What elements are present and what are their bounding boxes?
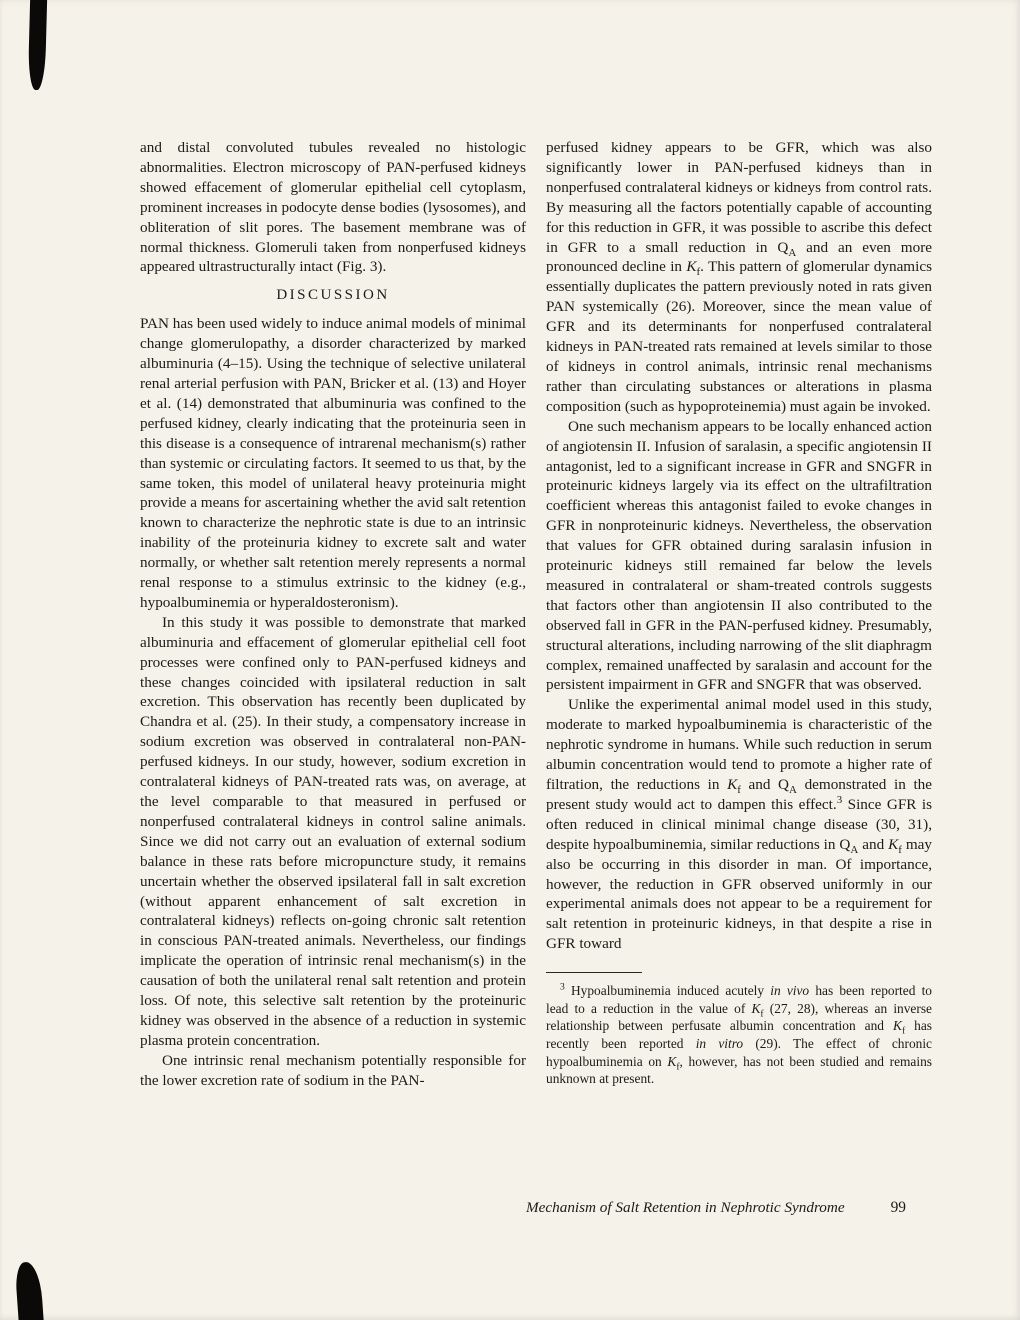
paragraph: One such mechanism appears to be locally enhanced action of angiotensin II. Infusion of saralasin, a specific angiotensin II antagonist, led to a significant increase in GFR and SNGFR in proteinuric kidneys largely via its effect on the ultrafiltration coefficient whereas this antagonist failed to evoke changes in GFR in nonproteinuric kidneys. Nevertheless, the observation that values for GFR obtained during saralasin infusion in proteinuric kidneys still remained far below the levels measured in contralateral or sham-treated controls suggests that factors other than angiotensin II also contributed to the observed fall in GFR in the PAN-perfused kidney. Presumably, structural alterations, including narrowing of the slit diaphragm complex, remained unaffected by saralasin and account for the persistent impairment in GFR and SNGFR that was observed. — [546, 417, 932, 694]
scan-artifact-top-left — [28, 0, 47, 90]
running-title: Mechanism of Salt Retention in Nephrotic Syndrome — [526, 1199, 845, 1216]
page-footer — [140, 1199, 920, 1217]
paragraph-continuation-from-previous-page: and distal convoluted tubules revealed no histologic abnormalities. Electron microscopy of PAN-perfused kidneys showed effacement of glomerular epithelial cell cytoplasm, prominent increases in podocyte dense bodies (lysosomes), and obliteration of slit pores. The basement membrane was of normal thickness. Glomeruli taken from nonperfused kidneys appeared ultrastructurally intact (Fig. 3). — [140, 139, 526, 276]
paragraph: One intrinsic renal mechanism potentially responsible for the lower excretion rate of sodium in the PAN- — [140, 1051, 526, 1089]
page-number: 99 — [890, 1199, 906, 1216]
footnote-block — [546, 972, 932, 1088]
right-column — [546, 138, 932, 1091]
left-column — [140, 138, 526, 1091]
footnote-separator — [546, 972, 642, 973]
text-columns — [140, 138, 932, 1091]
section-heading-discussion: DISCUSSION — [276, 287, 390, 304]
paragraph: In this study it was possible to demonstrate that marked albuminuria and effacement of glomerular epithelial cell foot processes were confined only to PAN-perfused kidneys and these changes coincided with ipsilateral reduction in salt excretion. This observation has recently been duplicated by Chandra et al. (25). In their study, a compensatory increase in sodium excretion was observed in contralateral non-PAN-perfused kidneys. In our study, however, sodium excretion in contralateral kidneys of PAN-treated rats was, on average, at the level comparable to that measured in perfused or nonperfused contralateral kidneys in control saline animals. Since we did not carry out an evaluation of external sodium balance in these rats before micropuncture study, it remains uncertain whether the observed ipsilateral fall in salt excretion (without apparent enhancement of salt excretion in contralateral kidneys) reflects on-going chronic salt retention in conscious PAN-treated animals. Nevertheless, our findings implicate the operation of intrinsic renal mechanism(s) in the causation of both the unilateral renal salt retention and protein loss. Of note, this selective salt retention by the proteinuric kidney was observed in the absence of a reduction in systemic plasma protein concentration. — [140, 613, 526, 1049]
paragraph: Unlike the experimental animal model used in this study, moderate to marked hypoalbuminemia is characteristic of the nephrotic syndrome in humans. While such reduction in serum albumin concentration would tend to promote a higher rate of filtration, the reductions in $K_f$ and $Q_A$ demonstrated in the present study would act to dampen this effect.$^3$ Since GFR is often reduced in clinical minimal change disease (30, 31), despite hypoalbuminemia, similar reductions in $Q_A$ and $K_f$ may also be occurring in this disorder in man. Of importance, however, the reduction in GFR observed uniformly in our experimental animals does not appear to be a requirement for salt retention in proteinuric kidneys, in that despite a rise in GFR toward — [546, 696, 932, 953]
paragraph-continuation-across-columns: perfused kidney appears to be GFR, which was also significantly lower in PAN-perfused kidneys than in nonperfused contralateral kidneys or kidneys from control rats. By measuring all the factors potentially capable of accounting for this reduction in GFR, it was possible to ascribe this defect in GFR to a small reduction in $Q_A$ and an even more pronounced decline in $K_f$. This pattern of glomerular dynamics essentially duplicates the pattern previously noted in rats given PAN systemically (26). Moreover, since the mean value of GFR and its determinants for nonperfused contralateral kidneys in PAN-treated rats remained at levels similar to those of kidneys in control animals, intrinsic renal mechanisms rather than circulating substances or alterations in plasma composition (such as hypoproteinemia) must again be invoked. — [546, 139, 933, 415]
footnote-3: $^3$ Hypoalbuminemia induced acutely in vivo has been reported to lead to a reduction in the value of $K_f$ (27, 28), whereas an inverse relationship between perfusate albumin concentration and $K_f$ has recently been reported in vitro (29). The effect of chronic hypoalbuminemia on $K_f$, however, has not been studied and remains unknown at present. — [546, 981, 933, 1087]
paragraph: PAN has been used widely to induce animal models of minimal change glomerulopathy, a disorder characterized by marked albuminuria (4–15). Using the technique of selective unilateral renal arterial perfusion with PAN, Bricker et al. (13) and Hoyer et al. (14) demonstrated that albuminuria was confined to the perfused kidney, clearly indicating that the proteinuria seen in this disease is a consequence of intrarenal mechanism(s) rather than systemic or circulating factors. It seemed to us that, by the same token, this model of unilateral heavy proteinuria might provide a means for ascertaining whether the avid salt retention known to characterize the nephrotic state is due to an intrinsic inability of the proteinuria kidney to excrete salt and water normally, or whether salt retention merely represents a normal renal response to a stimulus extrinsic to the kidney (e.g., hypoalbuminemia or hyperaldosteronism). — [140, 315, 526, 611]
scan-artifact-bottom-left — [15, 1261, 45, 1320]
